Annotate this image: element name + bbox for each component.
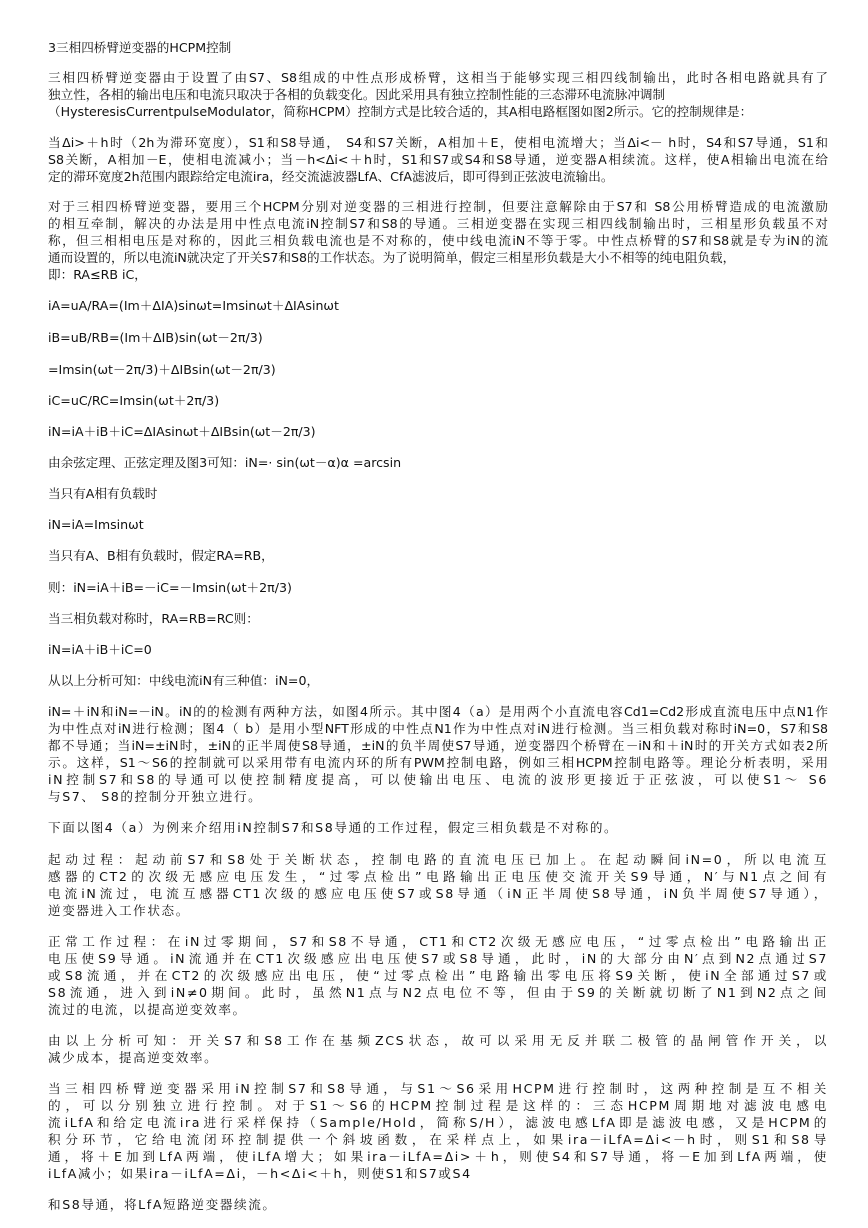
equation-line: 则：iN=iA＋iB=－iC=－Imsin(ωt＋2π/3) [48, 580, 292, 595]
text-line: 下面以图4（a）为例来介绍用iN控制S7和S8导通的工作过程，假定三相负载是不对称的。 [48, 820, 619, 835]
text-line: 由以上分析可知：开关S7和S8工作在基频ZCS状态，故可以采用无反并联二极管的晶闸管作开关，以 [48, 1033, 828, 1048]
text-line: 起动过程：起动前S7和S8处于关断状态，控制电路的直流电压已加上。在起动瞬间iN=0，所以电流互 [48, 852, 828, 867]
text-line: 正常工作过程：在iN过零期间，S7和S8不导通，CT1和CT2次级无感应电压，“过零点检出”电路输出正 [48, 934, 828, 949]
text-line: 减少成本，提高逆变效率。 [48, 1050, 219, 1065]
equation-line: iB=uB/RB=(Im＋ΔIB)sin(ωt－2π/3) [48, 330, 263, 345]
equation-line: iC=uC/RC=Imsin(ωt＋2π/3) [48, 393, 220, 408]
equation-line: iN=iA＋iB＋iC=ΔIAsinωt＋ΔIBsin(ωt－2π/3) [48, 424, 316, 439]
text-line: 当三相负载对称时，RA=RB=RC则： [48, 611, 259, 626]
text-line: 定的滞环宽度2h范围内跟踪给定电流ira，经交流滤波器LfA、CfA滤波后，即可得到正弦波电流输出。 [48, 169, 614, 184]
text-line: 为中性点对iN进行检测；图4（ b）是用小型NFT形成的中性点N1作为中性点对iN进行检测。当三相负载对称时iN=0，S7和S8 [48, 721, 828, 736]
text-line: iN控制S7和S8的导通可以使控制精度提高，可以使输出电压、电流的波形更接近于正弦波，可以使S1～ S6 [48, 772, 828, 787]
equation-line: iN=iA=Imsinωt [48, 517, 144, 532]
text-line: （HysteresisCurrentpulseModulator，简称HCPM）控制方式是比较合适的，其A相电路框图如图2所示。它的控制规律是： [48, 104, 753, 119]
text-line: 对于三相四桥臂逆变器，要用三个HCPM分别对逆变器的三相进行控制，但要注意解除由于S7和 S8公用桥臂造成的电流激励 [48, 199, 828, 214]
text-line: 独立性，各相的输出电压和电流只取决于各相的负载变化。因此采用具有独立控制性能的三态滞环电流脉冲调制 [48, 87, 666, 102]
text-line: iLfA减小；如果ira－iLfA=Δi，－h<Δi<＋h，则使S1和S7或S4 [48, 1166, 472, 1181]
section-heading: 3三相四桥臂逆变器的HCPM控制 [48, 40, 232, 55]
text-line: 的，可以分别独立进行控制。对于S1～S6的HCPM控制过程是这样的：三态HCPM周期地对滤波电感电 [48, 1098, 828, 1113]
text-line: 由余弦定理、正弦定理及图3可知：iN=· sin(ωt－α)α =arcsin [48, 455, 402, 470]
text-line: 电压使S9导通。iN流通并在CT1次级感应出电压使S7或S8导通，此时，iN的大部分由N′点到N2点通过S7 [48, 951, 828, 966]
text-line: 三相四桥臂逆变器由于设置了由S7、S8组成的中性点形成桥臂，这相当于能够实现三相四线制输出，此时各相电路就具有了 [48, 70, 828, 85]
text-line: 当只有A相有负载时 [48, 486, 158, 501]
text-line: 当Δi>＋h时（2h为滞环宽度），S1和S8导通， S4和S7关断，A相加＋E，使相电流增大；当Δi<－ h时，S4和S7导通，S1和 [48, 135, 828, 150]
text-line: 流iLfA和给定电流ira进行采样保持（Sample/Hold，简称S/H），滤波电感LfA即是滤波电感，又是HCPM的 [48, 1115, 828, 1130]
text-line: 与S7、 S8的控制分开独立进行。 [48, 789, 263, 804]
text-line: 都不导通；当iN=±iN时，±iN的正半周使S8导通，±iN的负半周使S7导通，逆变器四个桥臂在－iN和＋iN时的开关方式如表2所 [48, 738, 828, 753]
text-line: S8关断，A相加－E，使相电流减小；当－h<Δi<＋h时，S1和S7或S4和S8导通，逆变器A相续流。这样，使A相输出电流在给 [48, 152, 828, 167]
text-line: 和S8导通，将LfA短路逆变器续流。 [48, 1197, 277, 1212]
text-line: 当三相四桥臂逆变器采用iN控制S7和S8导通，与S1～S6采用HCPM进行控制时，这两种控制是互不相关 [48, 1081, 828, 1096]
text-line: iN=＋iN和iN=－iN。iN的的检测有两种方法，如图4所示。其中图4（a）是用两个小直流电容Cd1=Cd2形成直流电压中点N1作 [48, 704, 828, 719]
text-line: S8流通，进入到iN≠0期间。此时，虽然N1点与N2点电位不等，但由于S9的关断就切断了N1到N2点之间 [48, 985, 828, 1000]
text-line: 示。这样，S1～S6的控制就可以采用带有电流内环的所有PWM控制电路，例如三相HCPM控制电路等。理论分析表明，采用 [48, 755, 828, 770]
text-line: 当只有A、B相有负载时，假定RA=RB， [48, 548, 274, 563]
text-line: 感器的CT2的次级无感应电压发生，“过零点检出”电路输出正电压使交流开关S9导通，N′与N1点之间有 [48, 869, 828, 884]
text-line: 通，将＋E加到LfA两端，使iLfA增大；如果ira－iLfA=Δi>＋h，则使S4和S7导通，将－E加到LfA两端，使 [48, 1149, 828, 1164]
text-line: 从以上分析可知：中线电流iN有三种值：iN=0， [48, 673, 320, 688]
text-line: 积分环节，它给电流闭环控制提供一个斜坡函数，在采样点上，如果ira－iLfA=Δi<－h时，则S1和S8导 [48, 1132, 828, 1147]
text-line: 即：RA≤RB iC， [48, 267, 147, 282]
equation-line: iA=uA/RA=(Im＋ΔIA)sinωt=Imsinωt＋ΔIAsinωt [48, 298, 339, 313]
equation-line: =Imsin(ωt－2π/3)＋ΔIBsin(ωt－2π/3) [48, 362, 276, 377]
equation-line: iN=iA＋iB＋iC=0 [48, 642, 152, 657]
text-line: 逆变器进入工作状态。 [48, 903, 190, 918]
text-line: 或S8流通，并在CT2的次级感应出电压，使“过零点检出”电路输出零电压将S9关断，使iN全部通过S7或 [48, 968, 828, 983]
text-line: 称，但三相相电压是对称的，因此三相负载电流也是不对称的，使中线电流iN不等于零。中性点桥臂的S7和S8就是专为iN的流 [48, 233, 828, 248]
text-line: 流过的电流，以提高逆变效率。 [48, 1002, 247, 1017]
text-line: 电流iN流过，电流互感器CT1次级的感应电压使S7或S8导通（iN正半周使S8导通，iN负半周使S7导通）， [48, 886, 828, 901]
text-line: 通而设置的，所以电流iN就决定了开关S7和S8的工作状态。为了说明简单，假定三相星形负载是大小不相等的纯电阻负载， [48, 250, 736, 265]
text-line: 的相互牵制，解决的办法是用中性点电流iN控制S7和S8的导通。三相逆变器在实现三相四线制输出时，三相星形负载虽不对 [48, 216, 828, 231]
